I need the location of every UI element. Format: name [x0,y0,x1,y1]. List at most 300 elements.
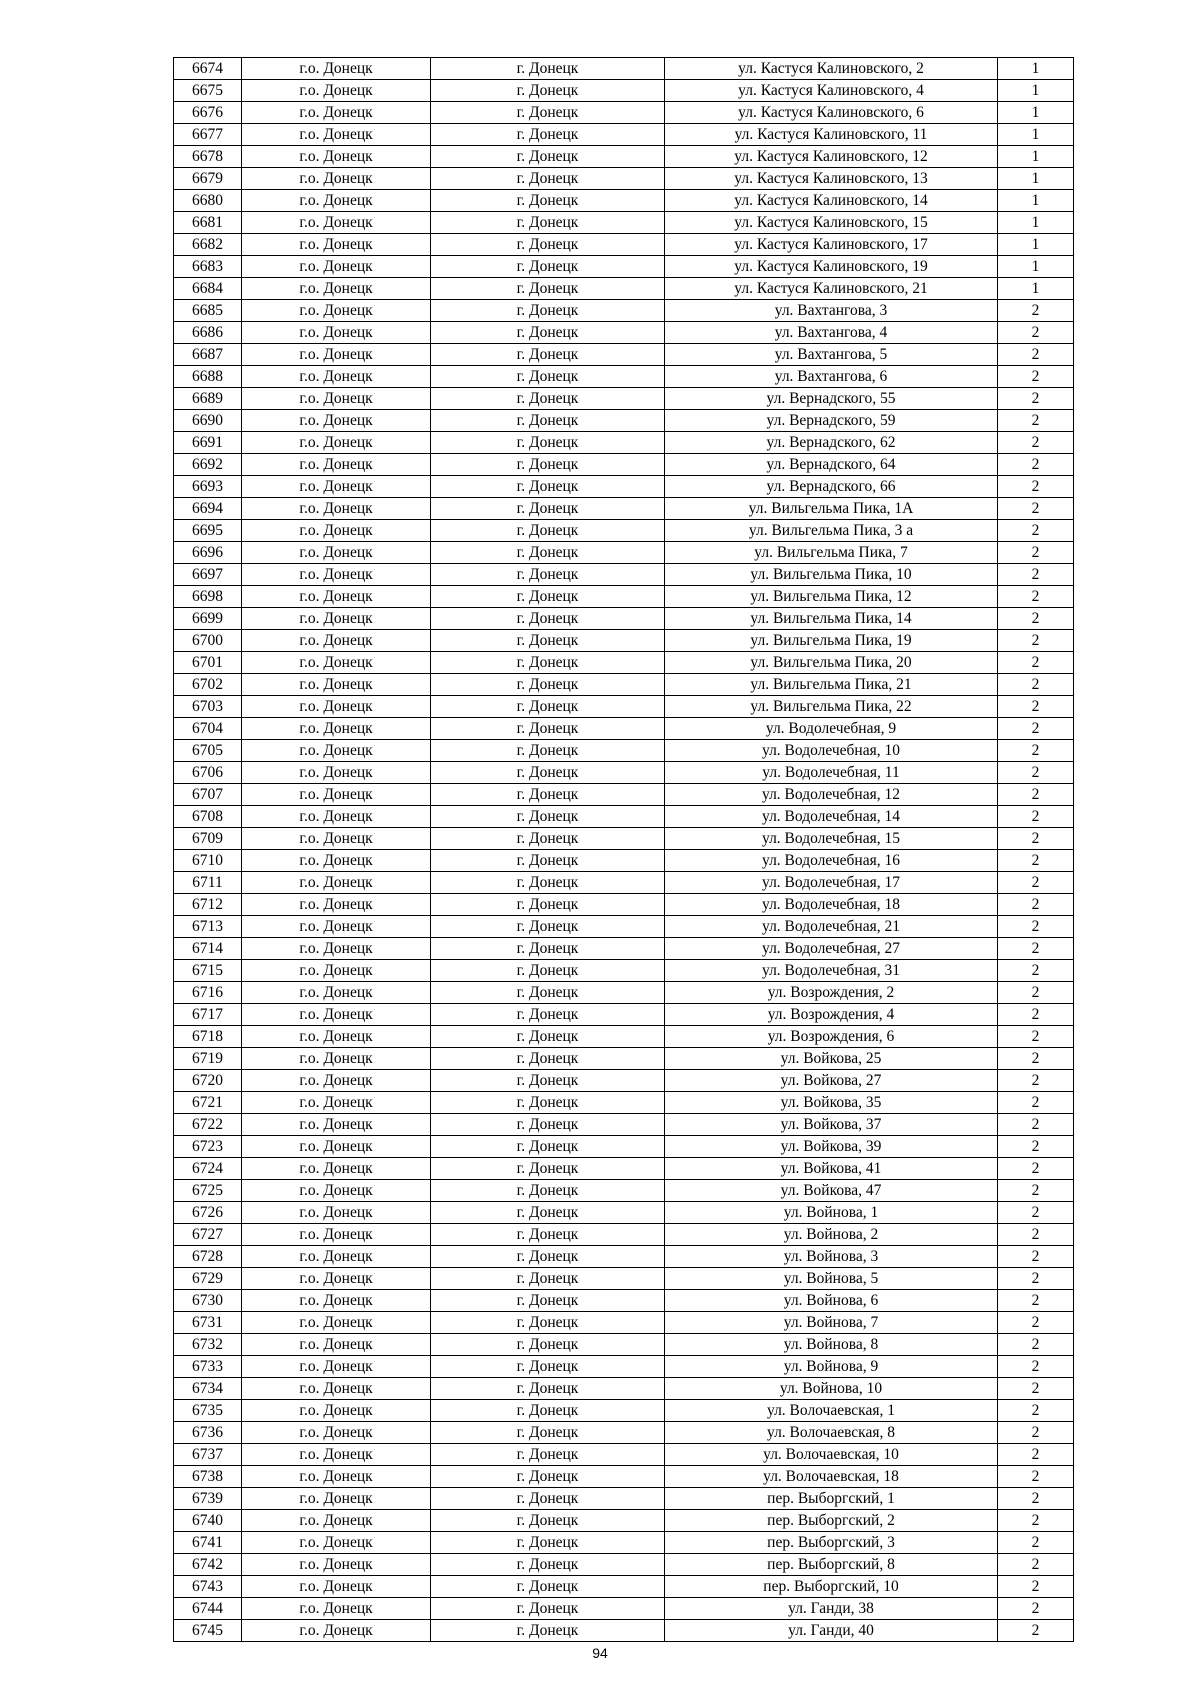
category-cell: 2 [998,454,1074,476]
row-number-cell: 6703 [174,696,242,718]
city-cell: г. Донецк [431,1004,665,1026]
city-cell: г. Донецк [431,762,665,784]
district-cell: г.о. Донецк [242,1400,431,1422]
address-cell: ул. Водолечебная, 17 [665,872,998,894]
city-cell: г. Донецк [431,872,665,894]
row-number-cell: 6681 [174,212,242,234]
table-row [174,58,1074,80]
row-number-cell: 6674 [174,58,242,80]
category-cell: 2 [998,916,1074,938]
district-cell: г.о. Донецк [242,1334,431,1356]
city-cell: г. Донецк [431,102,665,124]
row-number-cell: 6680 [174,190,242,212]
row-number-cell: 6704 [174,718,242,740]
row-number-cell: 6709 [174,828,242,850]
category-cell: 2 [998,652,1074,674]
district-cell: г.о. Донецк [242,784,431,806]
row-number-cell: 6714 [174,938,242,960]
row-number-cell: 6737 [174,1444,242,1466]
table-row [174,1026,1074,1048]
address-cell: ул. Водолечебная, 12 [665,784,998,806]
district-cell: г.о. Донецк [242,1026,431,1048]
district-cell: г.о. Донецк [242,740,431,762]
city-cell: г. Донецк [431,498,665,520]
city-cell: г. Донецк [431,168,665,190]
table-row [174,674,1074,696]
row-number-cell: 6685 [174,300,242,322]
district-cell: г.о. Донецк [242,168,431,190]
table-row [174,1268,1074,1290]
table-row [174,124,1074,146]
address-cell: пер. Выборгский, 2 [665,1510,998,1532]
category-cell: 2 [998,1598,1074,1620]
address-cell: ул. Волочаевская, 18 [665,1466,998,1488]
city-cell: г. Донецк [431,1070,665,1092]
address-cell: ул. Возрождения, 2 [665,982,998,1004]
address-cell: ул. Волочаевская, 8 [665,1422,998,1444]
table-row [174,938,1074,960]
district-cell: г.о. Донецк [242,1092,431,1114]
address-cell: ул. Водолечебная, 21 [665,916,998,938]
table-row [174,278,1074,300]
table-row [174,432,1074,454]
table-row [174,1180,1074,1202]
table-row [174,1620,1074,1642]
row-number-cell: 6695 [174,520,242,542]
district-cell: г.о. Донецк [242,1202,431,1224]
row-number-cell: 6706 [174,762,242,784]
district-cell: г.о. Донецк [242,608,431,630]
district-cell: г.о. Донецк [242,1356,431,1378]
table-row [174,564,1074,586]
city-cell: г. Донецк [431,652,665,674]
city-cell: г. Донецк [431,1312,665,1334]
address-table [173,57,1074,1642]
category-cell: 2 [998,894,1074,916]
table-row [174,1158,1074,1180]
row-number-cell: 6717 [174,1004,242,1026]
table-row [174,762,1074,784]
table-row [174,1532,1074,1554]
city-cell: г. Донецк [431,410,665,432]
city-cell: г. Донецк [431,1576,665,1598]
category-cell: 2 [998,1158,1074,1180]
table-row [174,1246,1074,1268]
category-cell: 2 [998,542,1074,564]
city-cell: г. Донецк [431,1356,665,1378]
row-number-cell: 6718 [174,1026,242,1048]
address-cell: ул. Кастуся Калиновского, 21 [665,278,998,300]
category-cell: 2 [998,1532,1074,1554]
address-cell: пер. Выборгский, 8 [665,1554,998,1576]
row-number-cell: 6691 [174,432,242,454]
address-cell: ул. Кастуся Калиновского, 13 [665,168,998,190]
row-number-cell: 6738 [174,1466,242,1488]
city-cell: г. Донецк [431,454,665,476]
row-number-cell: 6721 [174,1092,242,1114]
city-cell: г. Донецк [431,1026,665,1048]
table-row [174,586,1074,608]
district-cell: г.о. Донецк [242,630,431,652]
table-row [174,234,1074,256]
city-cell: г. Донецк [431,322,665,344]
city-cell: г. Донецк [431,520,665,542]
address-cell: ул. Вильгельма Пика, 22 [665,696,998,718]
city-cell: г. Донецк [431,740,665,762]
row-number-cell: 6693 [174,476,242,498]
city-cell: г. Донецк [431,344,665,366]
district-cell: г.о. Донецк [242,586,431,608]
table-row [174,828,1074,850]
category-cell: 2 [998,498,1074,520]
row-number-cell: 6702 [174,674,242,696]
district-cell: г.о. Донецк [242,1268,431,1290]
table-row [174,256,1074,278]
city-cell: г. Донецк [431,1334,665,1356]
city-cell: г. Донецк [431,674,665,696]
row-number-cell: 6715 [174,960,242,982]
city-cell: г. Донецк [431,564,665,586]
city-cell: г. Донецк [431,1378,665,1400]
address-cell: ул. Вернадского, 66 [665,476,998,498]
address-cell: ул. Вильгельма Пика, 3 а [665,520,998,542]
category-cell: 2 [998,1312,1074,1334]
address-cell: ул. Войнова, 2 [665,1224,998,1246]
table-row [174,630,1074,652]
category-cell: 2 [998,608,1074,630]
city-cell: г. Донецк [431,894,665,916]
district-cell: г.о. Донецк [242,1554,431,1576]
row-number-cell: 6728 [174,1246,242,1268]
category-cell: 2 [998,1554,1074,1576]
address-cell: ул. Войкова, 39 [665,1136,998,1158]
table-row [174,102,1074,124]
city-cell: г. Донецк [431,938,665,960]
category-cell: 2 [998,1114,1074,1136]
table-row [174,850,1074,872]
row-number-cell: 6734 [174,1378,242,1400]
city-cell: г. Донецк [431,146,665,168]
city-cell: г. Донецк [431,234,665,256]
district-cell: г.о. Донецк [242,1246,431,1268]
table-row [174,1070,1074,1092]
table-row [174,1466,1074,1488]
address-cell: ул. Вахтангова, 4 [665,322,998,344]
address-cell: ул. Вернадского, 62 [665,432,998,454]
city-cell: г. Донецк [431,1048,665,1070]
category-cell: 2 [998,1400,1074,1422]
address-cell: ул. Водолечебная, 16 [665,850,998,872]
row-number-cell: 6692 [174,454,242,476]
address-cell: ул. Войкова, 25 [665,1048,998,1070]
address-cell: ул. Волочаевская, 10 [665,1444,998,1466]
address-cell: ул. Кастуся Калиновского, 12 [665,146,998,168]
city-cell: г. Донецк [431,542,665,564]
city-cell: г. Донецк [431,1246,665,1268]
row-number-cell: 6741 [174,1532,242,1554]
table-row [174,608,1074,630]
row-number-cell: 6712 [174,894,242,916]
district-cell: г.о. Донецк [242,388,431,410]
category-cell: 2 [998,1444,1074,1466]
row-number-cell: 6743 [174,1576,242,1598]
address-cell: ул. Вернадского, 59 [665,410,998,432]
district-cell: г.о. Донецк [242,1378,431,1400]
address-cell: ул. Войкова, 35 [665,1092,998,1114]
district-cell: г.о. Донецк [242,696,431,718]
city-cell: г. Донецк [431,1202,665,1224]
table-row [174,498,1074,520]
table-row [174,476,1074,498]
district-cell: г.о. Донецк [242,1598,431,1620]
city-cell: г. Донецк [431,1092,665,1114]
category-cell: 2 [998,1488,1074,1510]
table-row [174,1598,1074,1620]
category-cell: 1 [998,278,1074,300]
district-cell: г.о. Донецк [242,190,431,212]
city-cell: г. Донецк [431,1488,665,1510]
city-cell: г. Донецк [431,718,665,740]
city-cell: г. Донецк [431,1466,665,1488]
city-cell: г. Донецк [431,432,665,454]
row-number-cell: 6688 [174,366,242,388]
row-number-cell: 6733 [174,1356,242,1378]
city-cell: г. Донецк [431,124,665,146]
row-number-cell: 6678 [174,146,242,168]
city-cell: г. Донецк [431,806,665,828]
district-cell: г.о. Донецк [242,366,431,388]
city-cell: г. Донецк [431,1620,665,1642]
address-cell: ул. Вахтангова, 5 [665,344,998,366]
address-cell: ул. Водолечебная, 11 [665,762,998,784]
district-cell: г.о. Донецк [242,1136,431,1158]
district-cell: г.о. Донецк [242,718,431,740]
district-cell: г.о. Донецк [242,564,431,586]
address-cell: ул. Кастуся Калиновского, 17 [665,234,998,256]
district-cell: г.о. Донецк [242,234,431,256]
table-row [174,1576,1074,1598]
row-number-cell: 6677 [174,124,242,146]
row-number-cell: 6694 [174,498,242,520]
city-cell: г. Донецк [431,388,665,410]
category-cell: 1 [998,124,1074,146]
address-cell: ул. Водолечебная, 27 [665,938,998,960]
table-row [174,520,1074,542]
table-row [174,1202,1074,1224]
category-cell: 2 [998,762,1074,784]
category-cell: 2 [998,1466,1074,1488]
table-row [174,190,1074,212]
address-cell: ул. Вильгельма Пика, 21 [665,674,998,696]
row-number-cell: 6731 [174,1312,242,1334]
category-cell: 2 [998,344,1074,366]
row-number-cell: 6698 [174,586,242,608]
table-row [174,1290,1074,1312]
table-row [174,366,1074,388]
district-cell: г.о. Донецк [242,80,431,102]
row-number-cell: 6724 [174,1158,242,1180]
address-cell: ул. Войнова, 8 [665,1334,998,1356]
city-cell: г. Донецк [431,1444,665,1466]
category-cell: 2 [998,696,1074,718]
row-number-cell: 6700 [174,630,242,652]
district-cell: г.о. Донецк [242,850,431,872]
address-cell: ул. Вильгельма Пика, 10 [665,564,998,586]
address-cell: ул. Водолечебная, 14 [665,806,998,828]
district-cell: г.о. Донецк [242,1532,431,1554]
district-cell: г.о. Донецк [242,1620,431,1642]
district-cell: г.о. Донецк [242,1576,431,1598]
category-cell: 2 [998,718,1074,740]
district-cell: г.о. Донецк [242,1290,431,1312]
district-cell: г.о. Донецк [242,894,431,916]
city-cell: г. Донецк [431,1554,665,1576]
table-row [174,894,1074,916]
row-number-cell: 6710 [174,850,242,872]
district-cell: г.о. Донецк [242,1114,431,1136]
city-cell: г. Донецк [431,300,665,322]
address-cell: ул. Водолечебная, 18 [665,894,998,916]
city-cell: г. Донецк [431,1532,665,1554]
district-cell: г.о. Донецк [242,124,431,146]
address-cell: ул. Войнова, 5 [665,1268,998,1290]
category-cell: 2 [998,1422,1074,1444]
city-cell: г. Донецк [431,190,665,212]
city-cell: г. Донецк [431,1180,665,1202]
address-cell: ул. Войнова, 1 [665,1202,998,1224]
district-cell: г.о. Донецк [242,916,431,938]
district-cell: г.о. Донецк [242,212,431,234]
district-cell: г.о. Донецк [242,1510,431,1532]
row-number-cell: 6732 [174,1334,242,1356]
category-cell: 1 [998,58,1074,80]
category-cell: 2 [998,1378,1074,1400]
district-cell: г.о. Донецк [242,1070,431,1092]
table-row [174,1114,1074,1136]
address-cell: ул. Вильгельма Пика, 19 [665,630,998,652]
category-cell: 2 [998,674,1074,696]
row-number-cell: 6726 [174,1202,242,1224]
city-cell: г. Донецк [431,960,665,982]
row-number-cell: 6735 [174,1400,242,1422]
row-number-cell: 6736 [174,1422,242,1444]
table-row [174,1136,1074,1158]
city-cell: г. Донецк [431,784,665,806]
table-row [174,388,1074,410]
category-cell: 1 [998,80,1074,102]
city-cell: г. Донецк [431,916,665,938]
table-row [174,1488,1074,1510]
table-row [174,410,1074,432]
district-cell: г.о. Донецк [242,58,431,80]
city-cell: г. Донецк [431,58,665,80]
city-cell: г. Донецк [431,212,665,234]
table-row [174,322,1074,344]
row-number-cell: 6696 [174,542,242,564]
city-cell: г. Донецк [431,366,665,388]
table-row [174,542,1074,564]
category-cell: 2 [998,300,1074,322]
row-number-cell: 6729 [174,1268,242,1290]
city-cell: г. Донецк [431,828,665,850]
district-cell: г.о. Донецк [242,542,431,564]
city-cell: г. Донецк [431,1422,665,1444]
district-cell: г.о. Донецк [242,674,431,696]
table-row [174,1092,1074,1114]
city-cell: г. Донецк [431,1224,665,1246]
address-cell: ул. Кастуся Калиновского, 4 [665,80,998,102]
category-cell: 2 [998,872,1074,894]
city-cell: г. Донецк [431,850,665,872]
category-cell: 2 [998,388,1074,410]
district-cell: г.о. Донецк [242,102,431,124]
city-cell: г. Донецк [431,476,665,498]
district-cell: г.о. Донецк [242,454,431,476]
address-cell: пер. Выборгский, 3 [665,1532,998,1554]
category-cell: 2 [998,1268,1074,1290]
table-row [174,916,1074,938]
address-cell: ул. Вильгельма Пика, 12 [665,586,998,608]
category-cell: 2 [998,630,1074,652]
city-cell: г. Донецк [431,1510,665,1532]
category-cell: 2 [998,1092,1074,1114]
table-row [174,718,1074,740]
category-cell: 1 [998,234,1074,256]
address-cell: ул. Кастуся Калиновского, 11 [665,124,998,146]
row-number-cell: 6716 [174,982,242,1004]
city-cell: г. Донецк [431,1290,665,1312]
row-number-cell: 6675 [174,80,242,102]
category-cell: 2 [998,1334,1074,1356]
city-cell: г. Донецк [431,1136,665,1158]
row-number-cell: 6745 [174,1620,242,1642]
address-cell: ул. Войнова, 3 [665,1246,998,1268]
category-cell: 1 [998,102,1074,124]
table-row [174,806,1074,828]
row-number-cell: 6720 [174,1070,242,1092]
category-cell: 2 [998,1356,1074,1378]
category-cell: 1 [998,190,1074,212]
district-cell: г.о. Донецк [242,498,431,520]
table-row [174,872,1074,894]
address-cell: ул. Вильгельма Пика, 20 [665,652,998,674]
row-number-cell: 6725 [174,1180,242,1202]
row-number-cell: 6676 [174,102,242,124]
district-cell: г.о. Донецк [242,410,431,432]
row-number-cell: 6697 [174,564,242,586]
row-number-cell: 6711 [174,872,242,894]
category-cell: 2 [998,1620,1074,1642]
category-cell: 2 [998,1026,1074,1048]
row-number-cell: 6744 [174,1598,242,1620]
address-cell: ул. Вернадского, 64 [665,454,998,476]
district-cell: г.о. Донецк [242,1004,431,1026]
category-cell: 1 [998,212,1074,234]
table-row [174,1312,1074,1334]
table-row [174,1422,1074,1444]
table-row [174,300,1074,322]
row-number-cell: 6686 [174,322,242,344]
district-cell: г.о. Донецк [242,1488,431,1510]
category-cell: 2 [998,850,1074,872]
row-number-cell: 6684 [174,278,242,300]
address-cell: ул. Водолечебная, 15 [665,828,998,850]
table-row [174,696,1074,718]
city-cell: г. Донецк [431,982,665,1004]
category-cell: 2 [998,410,1074,432]
address-cell: ул. Вильгельма Пика, 7 [665,542,998,564]
row-number-cell: 6740 [174,1510,242,1532]
